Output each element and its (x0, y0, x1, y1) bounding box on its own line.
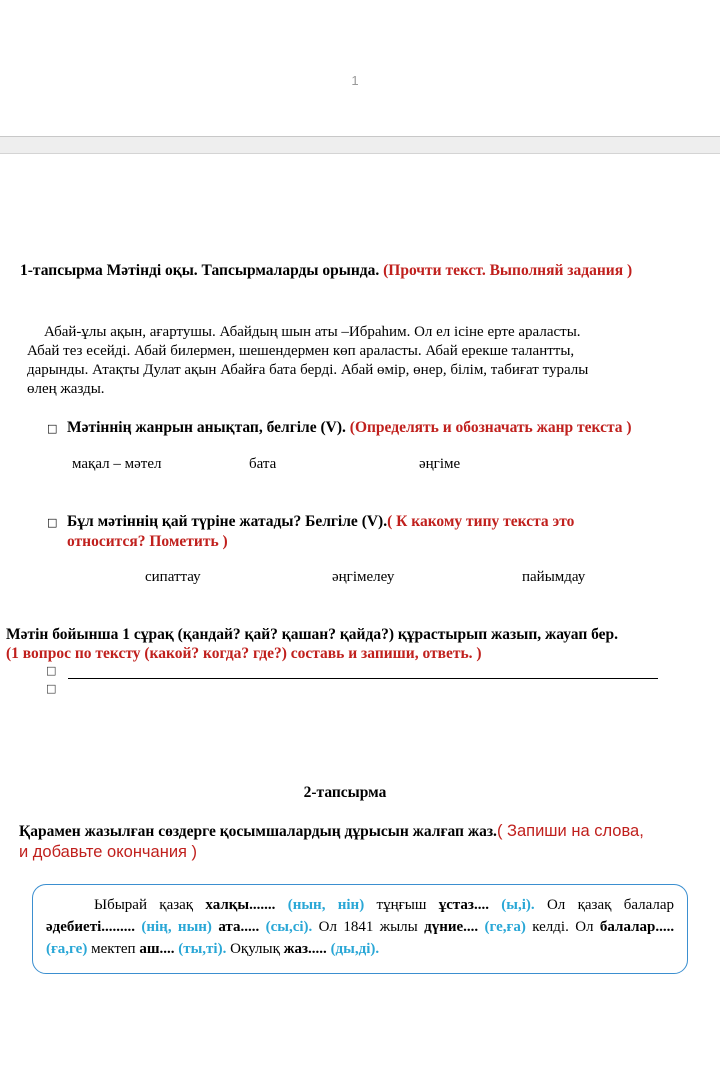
passage-line: Абай тез есейді. Абай билермен, шешендермен көп араласты. Абай ерекше талантты, (27, 343, 575, 359)
exercise-endings: (нің, нын) (141, 919, 212, 935)
genre-option-3[interactable]: әңгіме (419, 456, 461, 472)
passage-line: Абай-ұлы ақын, ағартушы. Абайдың шын аты –Ибраһим. Ол ел ісіне ерте араласты. (44, 324, 581, 340)
page-separator (0, 136, 720, 154)
page-number: 1 (351, 73, 359, 88)
checkbox-icon[interactable]: □ (47, 422, 58, 435)
question-compose-kz: Мәтін бойынша 1 сұрақ (қандай? қай? қашан? қайда?) құрастырып жазып, жауап бер. (6, 626, 619, 643)
exercise-word: жаз..... (283, 941, 327, 957)
exercise-text-part: Ол 1841 жылы (318, 919, 418, 935)
exercise-word: ұстаз.... (438, 897, 489, 913)
task2-instruction (19, 821, 709, 863)
answer-line[interactable] (68, 678, 658, 679)
exercise-word: әдебиеті......... (46, 919, 135, 935)
passage-line: дарынды. Атақты Дулат ақын Абайға бата берді. Абай өмір, өнер, білім, табиғат туралы (27, 362, 589, 378)
exercise-endings: (ге,ға) (484, 919, 526, 935)
question-type (47, 512, 667, 551)
question-genre-ru: (Определять и обозначать жанр текста ) (349, 419, 632, 436)
task1-heading-kz: 1-тапсырма Мәтінді оқы. Тапсырмаларды орында. (20, 262, 380, 279)
question-genre-kz: Мәтіннің жанрын анықтап, белгіле (V). (67, 419, 346, 436)
exercise-word: халқы....... (205, 897, 276, 913)
passage-line: өлең жазды. (27, 381, 105, 397)
exercise-text-part: Ол қазақ балалар (546, 897, 675, 913)
task2-instruction-ru: ( Запиши на слова, (496, 822, 644, 840)
question-genre (47, 418, 697, 438)
exercise-endings: (ы,і). (501, 897, 535, 913)
exercise-text (46, 894, 674, 960)
exercise-text-part: Ыбырай қазақ (94, 897, 194, 913)
type-option-2[interactable]: әңгімелеу (332, 569, 395, 585)
question-type-kz: Бұл мәтіннің қай түріне жатады? Белгіле (V). (67, 513, 388, 530)
exercise-endings: (ды,ді). (330, 941, 380, 957)
exercise-text-part: тұңғыш (376, 897, 427, 913)
exercise-text-part: келді. Ол (532, 919, 594, 935)
task2-instruction-ru-cont: и добавьте окончания ) (19, 843, 198, 861)
exercise-word: балалар..... (599, 919, 675, 935)
exercise-text-part: мектеп (91, 941, 136, 957)
exercise-word: дүние.... (424, 919, 479, 935)
exercise-endings: (ға,ге) (46, 941, 88, 957)
genre-option-2[interactable]: бата (249, 456, 277, 472)
exercise-endings: (сы,сі). (265, 919, 313, 935)
question-compose-ru: (1 вопрос по тексту (какой? когда? где?) составь и запиши, ответь. ) (6, 645, 482, 662)
task1-heading-ru: (Прочти текст. Выполняй задания ) (383, 262, 633, 279)
question-type-ru-cont: относится? Пометить ) (67, 533, 228, 550)
genre-option-1[interactable]: мақал – мәтел (72, 456, 162, 472)
passage (27, 323, 687, 399)
task2-heading: 2-тапсырма (303, 784, 387, 801)
exercise-endings: (нын, нін) (287, 897, 365, 913)
checkbox-icon[interactable]: □ (46, 682, 57, 695)
question-type-ru: ( К какому типу текста это (387, 513, 575, 530)
task2-instruction-kz: Қарамен жазылған сөздерге қосымшалардың дұрысын жалғап жаз. (19, 823, 497, 840)
exercise-endings: (ты,ті). (178, 941, 227, 957)
type-option-1[interactable]: сипаттау (145, 569, 201, 585)
exercise-word: аш.... (139, 941, 175, 957)
task1-heading (20, 262, 632, 280)
exercise-text-part: Оқулық (230, 941, 280, 957)
checkbox-icon[interactable]: □ (46, 664, 57, 677)
type-option-3[interactable]: пайымдау (522, 569, 586, 585)
exercise-word: ата..... (218, 919, 260, 935)
question-compose (6, 625, 706, 663)
checkbox-icon[interactable]: □ (47, 516, 58, 529)
